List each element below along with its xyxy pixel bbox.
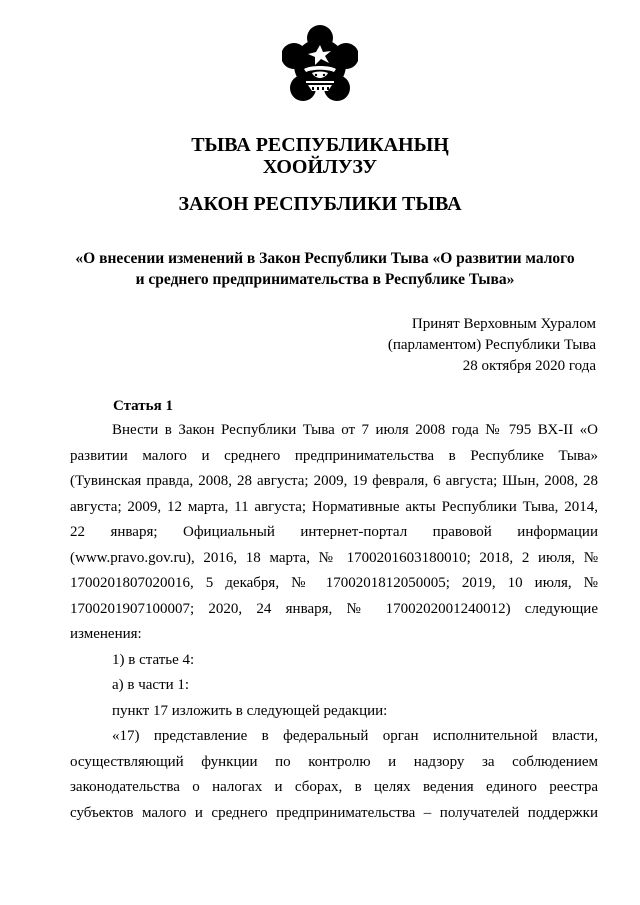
list-item: пункт 17 изложить в следующей редакции: bbox=[112, 702, 388, 719]
article-body bbox=[70, 418, 598, 826]
quote-line: «17) представление в федеральный орган исполнительной власти, bbox=[112, 728, 598, 744]
header-line-tuvan-2: ХООЙЛУЗУ bbox=[262, 156, 378, 178]
header-line-tuvan: ТЫВА РЕСПУБЛИКАНЫҢ bbox=[191, 134, 449, 156]
law-subject-line-1: «О внесении изменений в Закон Республики Тыва «О развитии малого bbox=[75, 250, 575, 267]
article-line: 22 января; Официальный интернет-портал правовой информации bbox=[70, 524, 598, 540]
article-title: Статья 1 bbox=[113, 398, 173, 414]
article-line: изменения: bbox=[70, 626, 142, 642]
article-line: Внести в Закон Республики Тыва от 7 июля 2008 года № 795 ВХ-II «О bbox=[112, 422, 598, 438]
article-line: (Тувинская правда, 2008, 28 августа; 2009, 19 февраля, 6 августа; Шын, 2008, 28 bbox=[70, 473, 598, 489]
article-line: 1700201807020016, 5 декабря, № 1700201812050005; 2019, 10 июля, № bbox=[70, 575, 598, 591]
law-title: ЗАКОН РЕСПУБЛИКИ ТЫВА bbox=[178, 193, 462, 215]
article-line: развитии малого и среднего предпринимательства в Республике Тыва» bbox=[70, 447, 598, 464]
coat-of-arms-emblem bbox=[282, 25, 358, 103]
list-item: а) в части 1: bbox=[112, 677, 190, 693]
law-subject bbox=[60, 248, 590, 290]
law-subject-line-2: и среднего предпринимательства в Республике Тыва» bbox=[135, 271, 515, 288]
adopted-line-1: Принят Верховным Хуралом bbox=[411, 316, 596, 332]
quote-line: законодательства о налогах и сборах, в целях ведения единого реестра bbox=[70, 779, 598, 795]
quote-line: осуществляющий функции по контролю и надзору за соблюдением bbox=[70, 753, 598, 770]
quote-line: субъектов малого и среднего предпринимательства – получателей поддержки bbox=[70, 804, 598, 821]
adopted-line-2: (парламентом) Республики Тыва bbox=[387, 337, 596, 353]
article-line: августа; 2009, 12 марта, 11 августа; Нормативные акты Республики Тыва, 2014, bbox=[70, 498, 598, 515]
list-item: 1) в статье 4: bbox=[112, 651, 195, 668]
adopted-date: 28 октября 2020 года bbox=[462, 358, 596, 374]
article-line: 1700201907100007; 2020, 24 января, № 1700202001240012) следующие bbox=[70, 600, 598, 617]
article-line: (www.pravo.gov.ru), 2016, 18 марта, № 1700201603180010; 2018, 2 июля, № bbox=[70, 549, 598, 566]
